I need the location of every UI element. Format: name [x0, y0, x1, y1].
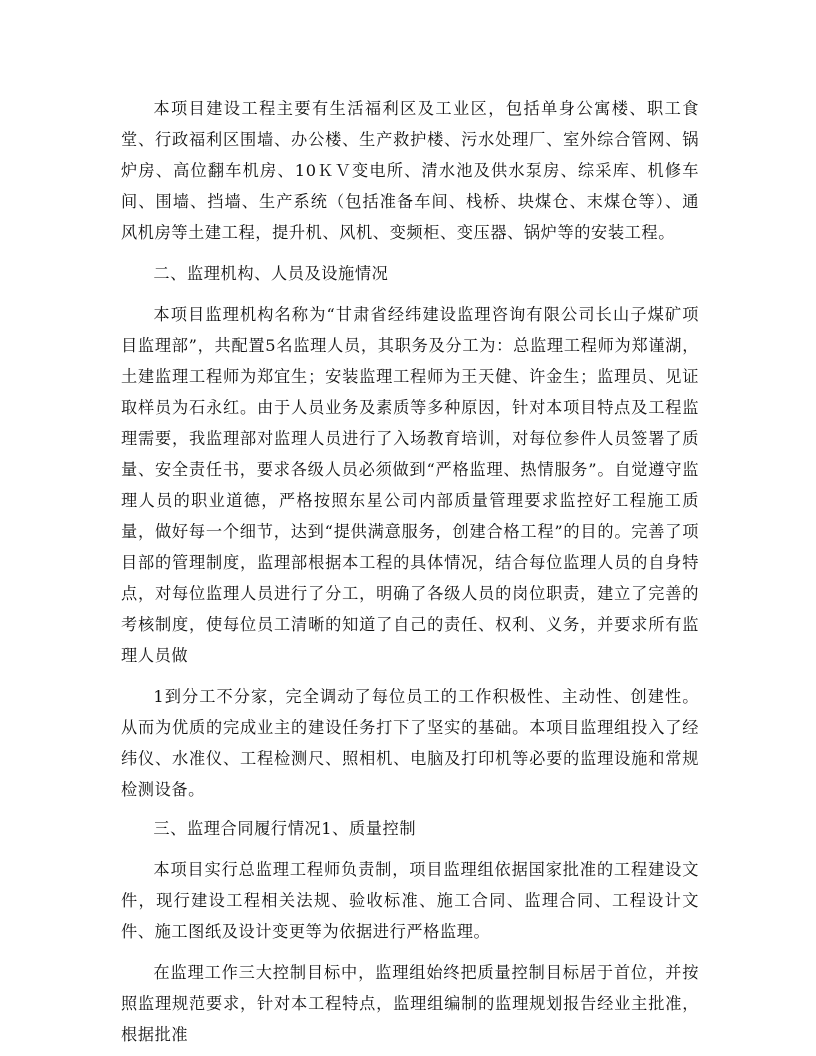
section-heading-contract-performance: 三、监理合同履行情况1、质量控制 — [153, 819, 417, 838]
section-heading-supervision-organization: 二、监理机构、人员及设施情况 — [153, 264, 389, 283]
paragraph-project-scope: 本项目建设工程主要有生活福利区及工业区，包括单身公寓楼、职工食堂、行政福利区围墙、办公楼、生产救护楼、污水处理厂、室外综合管网、锅炉房、高位翻车机房、10ＫＶ变电所、清水池及供水泵房、综采库、机修车间、围墙、挡墙、生产系统（包括准备车间、栈桥、块煤仓、末煤仓等）、通风机房等土建工程，提升机、风机、变频柜、变压器、锅炉等的安装工程。 — [121, 99, 699, 242]
document-body — [121, 93, 699, 1050]
paragraph-division-of-work: 1到分工不分家，完全调动了每位员工的工作积极性、主动性、创建性。从而为优质的完成业主的建设任务打下了坚实的基础。本项目监理组投入了经纬仪、水准仪、工程检测尺、照相机、电脑及打印机等必要的监理设施和常规检测设备。 — [121, 687, 699, 799]
paragraph-chief-engineer-responsibility: 本项目实行总监理工程师负责制，项目监理组依据国家批准的工程建设文件，现行建设工程相关法规、验收标准、施工合同、监理合同、工程设计文件、施工图纸及设计变更等为依据进行严格监理。 — [121, 860, 699, 941]
paragraph-supervision-staff: 本项目监理机构名称为“甘肃省经纬建设监理咨询有限公司长山子煤矿项目监理部”，共配置5名监理人员，其职务及分工为：总监理工程师为郑谨湖，土建监理工程师为郑宜生；安装监理工程师为王天健、许金生；监理员、见证取样员为石永红。由于人员业务及素质等多种原因，针对本项目特点及工程监理需要，我监理部对监理人员进行了入场教育培训，对每位参件人员签署了质量、安全责任书，要求各级人员必须做到“严格监理、热情服务”。自觉遵守监理人员的职业道德，严格按照东星公司内部质量管理要求监控好工程施工质量，做好每一个细节，达到“提供满意服务，创建合格工程”的目的。完善了项目部的管理制度，监理部根据本工程的具体情况，结合每位监理人员的自身特点，对每位监理人员进行了分工，明确了各级人员的岗位职责，建立了完善的考核制度，使每位员工清晰的知道了自己的责任、权利、义务，并要求所有监理人员做 — [121, 305, 699, 665]
paragraph-quality-control-targets: 在监理工作三大控制目标中，监理组始终把质量控制目标居于首位，并按照监理规范要求，针对本工程特点，监理组编制的监理规划报告经业主批准，根据批准 — [121, 963, 699, 1044]
